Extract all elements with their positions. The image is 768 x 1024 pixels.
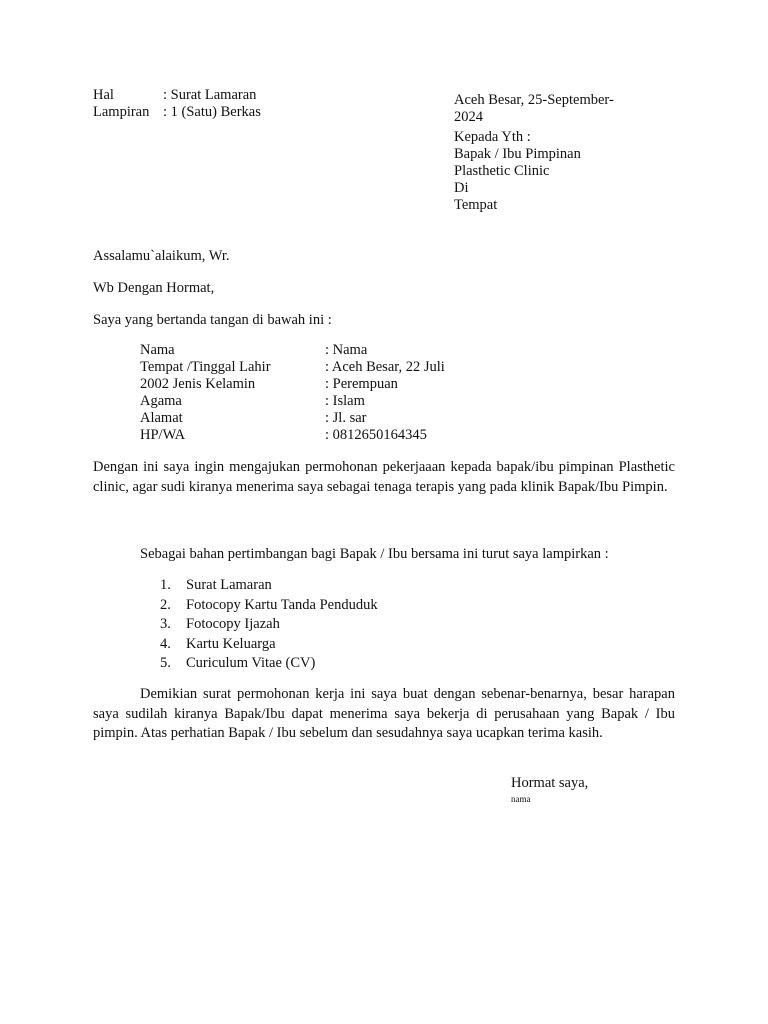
list-number: 5. [160, 655, 171, 671]
signature-name: nama [511, 794, 531, 804]
list-text: Fotocopy Ijazah [186, 616, 280, 632]
list-item [160, 654, 378, 674]
subject-row [93, 87, 261, 104]
biodata-row [140, 393, 445, 410]
subject-value: : Surat Lamaran [163, 87, 257, 103]
biodata-label: 2002 Jenis Kelamin [140, 376, 256, 392]
biodata-value: : Nama [325, 342, 368, 358]
biodata-row [140, 342, 445, 359]
attachment-row [93, 104, 261, 121]
recipient-block [454, 129, 581, 214]
attachments-intro: Sebagai bahan pertimbangan bagi Bapak / Ibu bersama ini turut saya lampirkan : [140, 546, 609, 562]
recipient-line-3: Plasthetic Clinic [454, 163, 550, 179]
biodata-label: HP/WA [140, 427, 186, 443]
signoff: Hormat saya, [511, 775, 589, 791]
greeting: Assalamu`alaikum, Wr. [93, 248, 230, 264]
recipient-line-4: Di [454, 180, 469, 196]
biodata-row [140, 410, 445, 427]
biodata-label: Nama [140, 342, 175, 358]
biodata-value: : Aceh Besar, 22 Juli [325, 359, 445, 375]
biodata-row [140, 359, 445, 376]
closing-paragraph: Demikian surat permohonan kerja ini saya buat dengan sebenar-benarnya, besar harapan saya sudilah kiranya Bapak/Ibu dapat menerima saya bekerja di perusahaan yang Bapak / Ibu pimpin. Atas perhatian Bapak / Ibu sebelum dan sesudahnya saya ucapkan terima kasih. [93, 686, 675, 741]
subject-label: Hal [93, 87, 114, 103]
salutation: Wb Dengan Hormat, [93, 280, 215, 296]
intro-line: Saya yang bertanda tangan di bawah ini : [93, 312, 332, 328]
letter-meta [93, 87, 261, 121]
list-item [160, 635, 378, 655]
biodata-value: : 0812650164345 [325, 427, 427, 443]
biodata-value: : Islam [325, 393, 365, 409]
letter-date [454, 92, 644, 126]
attachment-value: : 1 (Satu) Berkas [163, 104, 261, 120]
list-number: 4. [160, 635, 171, 652]
biodata-row [140, 427, 445, 444]
biodata-label: Alamat [140, 410, 183, 426]
list-number: 2. [160, 596, 171, 613]
list-text: Kartu Keluarga [186, 635, 276, 652]
biodata-table [140, 342, 445, 444]
list-item [160, 576, 378, 596]
biodata-value: : Jl. sar [325, 410, 367, 426]
biodata-label: Tempat /Tinggal Lahir [140, 359, 271, 375]
biodata-value: : Perempuan [325, 376, 398, 392]
recipient-line-2: Bapak / Ibu Pimpinan [454, 146, 581, 162]
list-text: Surat Lamaran [186, 577, 272, 593]
attachment-label: Lampiran [93, 104, 150, 120]
date-line-2: 2024 [454, 109, 483, 125]
list-text: Fotocopy Kartu Tanda Penduduk [186, 596, 378, 613]
list-number: 1. [160, 577, 171, 593]
recipient-line-1: Kepada Yth : [454, 129, 531, 145]
body-paragraph: Dengan ini saya ingin mengajukan permohonan pekerjaaan kepada bapak/ibu pimpinan Plasthetic clinic, agar sudi kiranya menerima saya sebagai tenaga terapis yang pada klinik Bapak/Ibu Pimpin. [93, 459, 675, 495]
attachments-list [160, 576, 378, 674]
biodata-label: Agama [140, 393, 182, 409]
list-text: Curiculum Vitae (CV) [186, 655, 316, 671]
list-item [160, 596, 378, 616]
recipient-line-5: Tempat [454, 197, 498, 213]
date-line-1: Aceh Besar, 25-September- [454, 92, 614, 108]
list-item [160, 615, 378, 635]
list-number: 3. [160, 616, 171, 632]
biodata-row [140, 376, 445, 393]
